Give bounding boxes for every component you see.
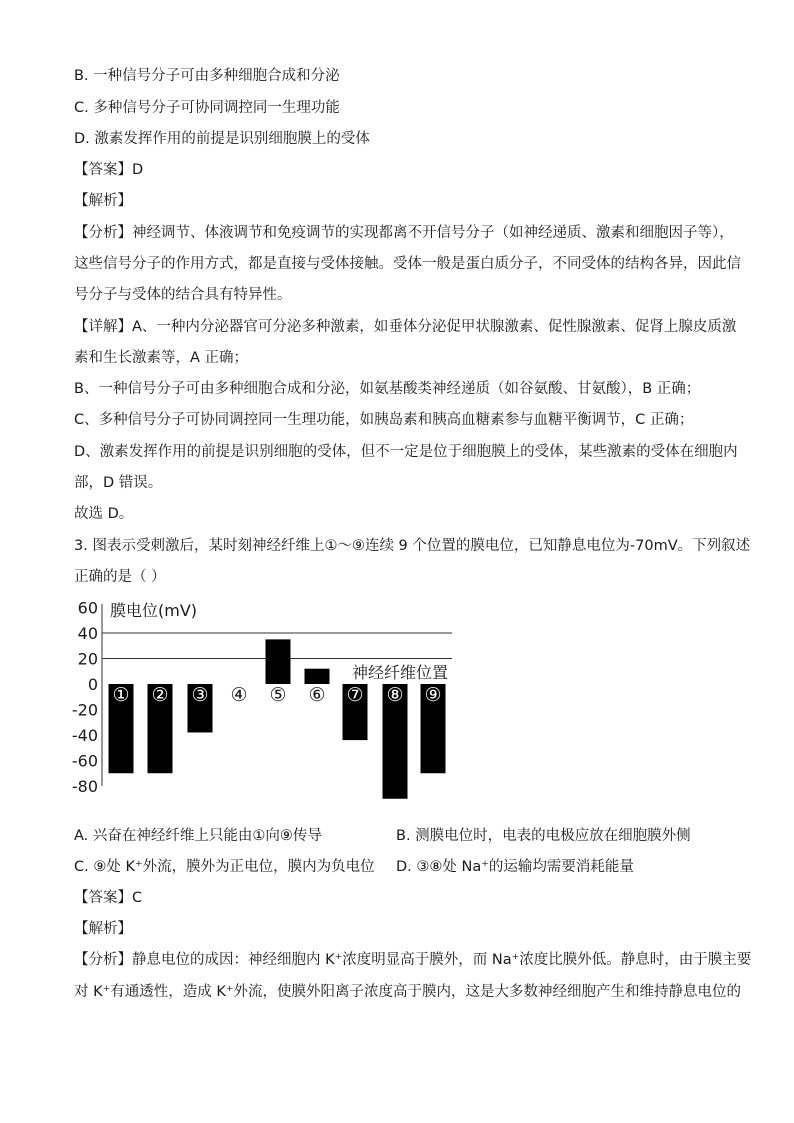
text-line: 部，D 错误。 xyxy=(74,475,163,491)
question-text: 正确的是（ ） xyxy=(74,569,166,585)
text-line: C、多种信号分子可协同调控同一生理功能，如胰岛素和胰高血糖素参与血糖平衡调节，C 正确； xyxy=(74,412,694,428)
option-b: B. 测膜电位时，电表的电极应放在细胞膜外侧 xyxy=(396,828,691,844)
category-label: ⑥ xyxy=(308,684,326,706)
bar xyxy=(266,639,291,684)
text-line: 号分子与受体的结合具有特异性。 xyxy=(74,287,292,303)
text-line: 【分析】神经调节、体液调节和免疫调节的实现都离不开信号分子（如神经递质、激素和细胞因子等）， xyxy=(74,225,734,241)
option-d: D. 激素发挥作用的前提是识别细胞膜上的受体 xyxy=(74,131,370,147)
y-tick-label: 60 xyxy=(77,598,98,618)
text-line: 【分析】静息电位的成因：神经细胞内 K⁺浓度明显高于膜外，而 Na⁺浓度比膜外低。静息时，由于膜主要 xyxy=(74,952,752,968)
answer-label: 【答案】D xyxy=(74,162,144,178)
y-tick-label: -40 xyxy=(71,726,98,745)
category-label: ① xyxy=(112,684,130,706)
question-text: 3. 图表示受刺激后，某时刻神经纤维上①～⑨连续 9 个位置的膜电位，已知静息电位为-70mV。下列叙述 xyxy=(74,538,751,554)
y-axis-label: 膜电位(mV) xyxy=(110,601,198,620)
text-line: 这些信号分子的作用方式，都是直接与受体接触。受体一般是蛋白质分子，不同受体的结构各异，因此信 xyxy=(74,256,741,272)
category-label: ⑨ xyxy=(424,684,442,706)
y-tick-label: -80 xyxy=(71,777,98,796)
category-label: ④ xyxy=(230,684,248,706)
text-line: 对 K⁺有通透性，造成 K⁺外流，使膜外阳离子浓度高于膜内，这是大多数神经细胞产生和维持静息电位的 xyxy=(74,984,742,1000)
bar xyxy=(305,669,330,684)
analysis-label: 【解析】 xyxy=(74,921,132,937)
y-tick-label: 0 xyxy=(87,675,98,694)
x-categories xyxy=(112,684,441,706)
option-a: A. 兴奋在神经纤维上只能由①向⑨传导 xyxy=(74,828,322,844)
text-line: 素和生长激素等，A 正确； xyxy=(74,350,249,366)
option-c: C. 多种信号分子可协同调控同一生理功能 xyxy=(74,100,340,116)
text-line: 【详解】A、一种内分泌器官可分泌多种激素，如垂体分泌促甲状腺激素、促性腺激素、促肾上腺皮质激 xyxy=(74,319,737,335)
text-line: D、激素发挥作用的前提是识别细胞的受体，但不一定是位于细胞膜上的受体，某些激素的受体在细胞内 xyxy=(74,444,738,460)
y-tick-label: -60 xyxy=(71,751,98,771)
option-d: D. ③⑧处 Na⁺的运输均需要消耗能量 xyxy=(396,859,634,875)
option-b: B. 一种信号分子可由多种细胞合成和分泌 xyxy=(74,68,340,84)
conclusion-line: 故选 D。 xyxy=(74,506,134,522)
category-label: ⑤ xyxy=(269,684,287,706)
category-label: ② xyxy=(151,684,169,706)
membrane-potential-chart xyxy=(62,596,462,806)
option-c: C. ⑨处 K⁺外流，膜外为正电位，膜内为负电位 xyxy=(74,859,375,875)
y-axis-ticks xyxy=(72,599,98,797)
analysis-label: 【解析】 xyxy=(74,193,132,209)
category-label: ⑦ xyxy=(346,684,364,706)
y-tick-label: -20 xyxy=(71,700,98,720)
category-label: ⑧ xyxy=(386,684,404,706)
text-line: B、一种信号分子可由多种细胞合成和分泌，如氨基酸类神经递质（如谷氨酸、甘氨酸），B 正确； xyxy=(74,381,701,397)
category-label: ③ xyxy=(191,684,209,706)
x-axis-label: 神经纤维位置 xyxy=(351,663,448,682)
y-tick-label: 40 xyxy=(77,624,98,643)
answer-label: 【答案】C xyxy=(74,890,143,906)
y-tick-label: 20 xyxy=(77,649,98,669)
